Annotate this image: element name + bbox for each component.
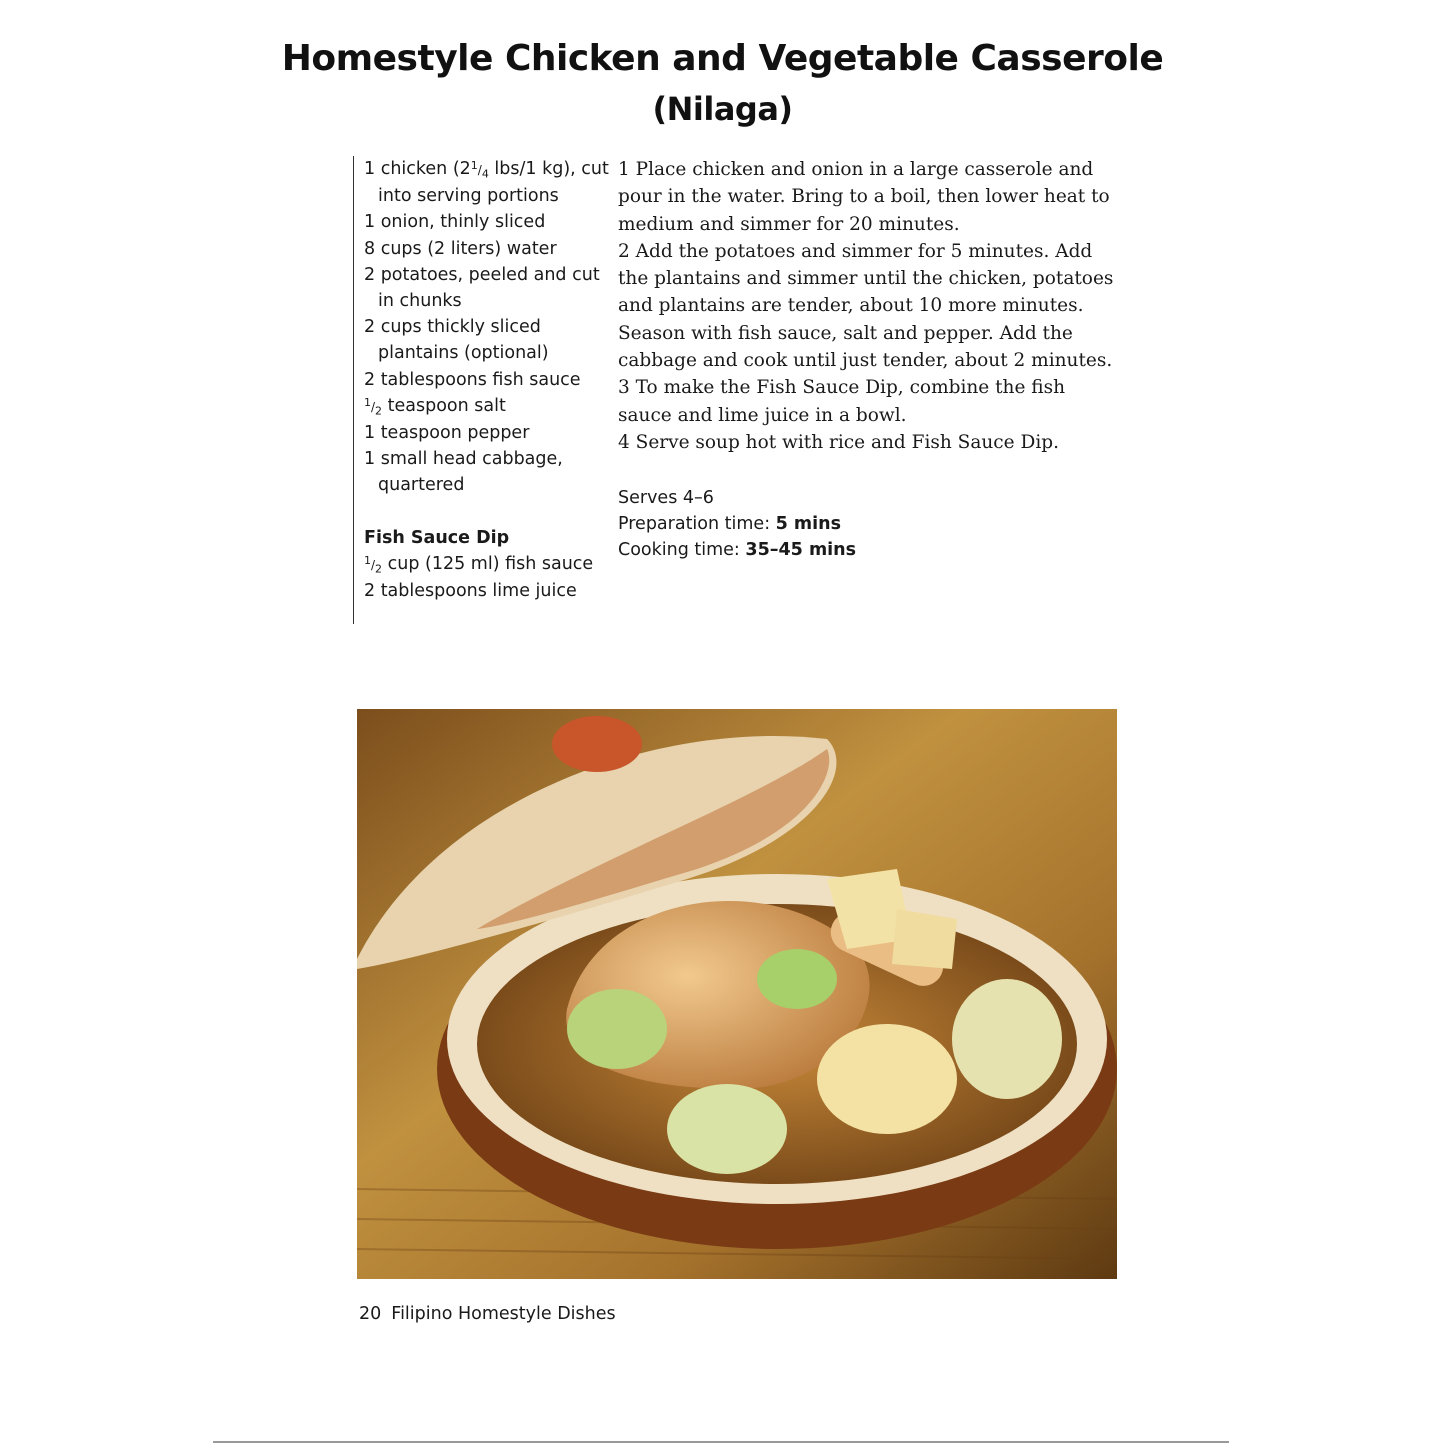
ingredient-item: 1 small head cabbage, quartered xyxy=(364,449,563,496)
ingredient-item: 1 teaspoon pepper xyxy=(364,423,530,444)
fraction: $^1/_2$ xyxy=(364,553,383,576)
page-number: 20 xyxy=(359,1304,382,1324)
recipe-subtitle: (Nilaga) xyxy=(652,90,793,128)
dish-photo xyxy=(357,709,1117,1279)
instruction-step: 2 Add the potatoes and simmer for 5 minutes. Add the plantains and simmer until the chicken, potatoes and plantains are tender, about 10 more minutes. Season with fish sauce, salt and pepper. Add the cabbage and cook until just tender, about 2 minutes. xyxy=(618,240,1114,372)
dip-title: Fish Sauce Dip xyxy=(364,527,510,548)
ingredient-item: 8 cups (2 liters) water xyxy=(364,238,557,259)
instruction-step: 3 To make the Fish Sauce Dip, combine the fish sauce and lime juice in a bowl. xyxy=(618,377,1066,426)
ingredient-item: 1 chicken ($2^1/_4$ lbs/1 kg), cut into serving portions xyxy=(364,159,609,207)
prep-time-value: 5 mins xyxy=(775,514,842,535)
bottom-rule xyxy=(213,1441,1229,1443)
dip-ingredient-item: $^1/_2$ cup (125 ml) fish sauce xyxy=(364,553,594,576)
prep-time xyxy=(618,511,1018,537)
ingredient-item: $^1/_2$ teaspoon salt xyxy=(364,395,506,418)
dish-illustration xyxy=(357,709,1117,1279)
ingredient-item: 2 tablespoons fish sauce xyxy=(364,369,581,390)
page-footer xyxy=(359,1304,616,1324)
ingredient-item: 2 potatoes, peeled and cut in chunks xyxy=(364,264,600,312)
cook-time-value: 35–45 mins xyxy=(745,540,857,561)
serves: Serves 4–6 xyxy=(618,488,714,508)
ingredient-item: 1 onion, thinly sliced xyxy=(364,212,546,233)
recipe-meta xyxy=(618,485,1018,564)
book-title: Filipino Homestyle Dishes xyxy=(391,1304,616,1324)
fraction: $^1/_2$ xyxy=(364,395,383,418)
instructions-column xyxy=(618,156,1118,456)
recipe-title: Homestyle Chicken and Vegetable Casserole xyxy=(281,38,1164,79)
ingredients-column xyxy=(353,156,612,624)
fraction: $^1/_4$ xyxy=(470,159,489,181)
instruction-step: 4 Serve soup hot with rice and Fish Sauce Dip. xyxy=(618,431,1059,453)
cook-time-label: Cooking time: xyxy=(618,540,746,561)
ingredient-item: 2 cups thickly sliced plantains (optional) xyxy=(364,317,549,364)
prep-time-label: Preparation time: xyxy=(618,514,776,535)
cook-time xyxy=(618,537,1018,563)
ingredient-list xyxy=(364,156,612,499)
dip-ingredient-item: 2 tablespoons lime juice xyxy=(364,581,577,602)
dip-ingredient-list xyxy=(364,551,612,604)
instruction-step: 1 Place chicken and onion in a large casserole and pour in the water. Bring to a boil, then lower heat to medium and simmer for 20 minutes. xyxy=(618,159,1110,235)
